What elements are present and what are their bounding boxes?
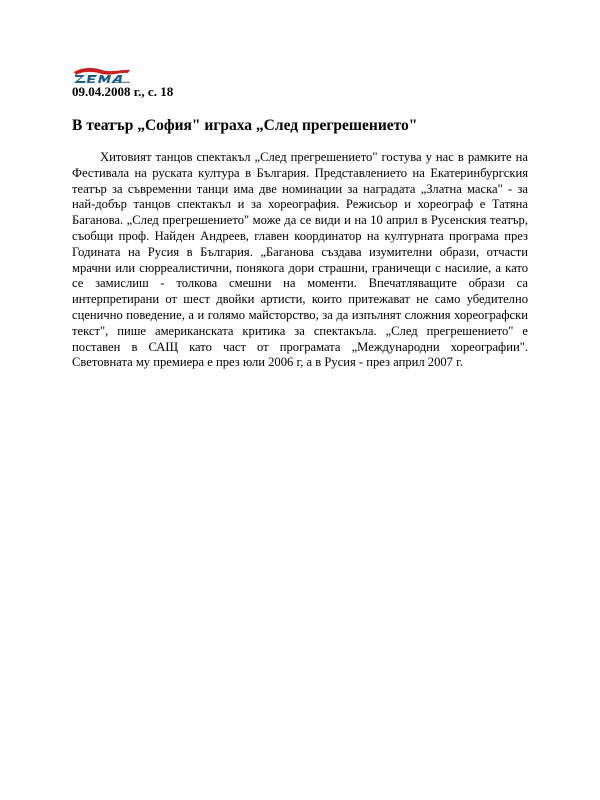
- article-body: [72, 150, 528, 371]
- article-paragraph: Хитовият танцов спектакъл „След прегрешението" гостува у нас в рамките на Фестивала на руската култура в България. Представлението на Екатеринбургския театър за съвременни танци има две номинации за наградата „Златна маска" - за най-добър танцов спектакъл и за хореография. Режисьор и хореограф е Татяна Баганова. „След прегрешението" може да се види и на 10 април в Русенския театър, съобщи проф. Найден Андреев, главен координатор на културната програма през Годината на Русия в България. „Баганова създава изумителни образи, отчасти мрачни или сюрреалистични, понякога дори страшни, граничещи с насилие, а като се замислиш - толкова смешни на моменти. Впечатляващите образи са интерпретирани от шест двойки артисти, които притежават не само убедително сценично поведение, а и голямо майсторство, за да изпълнят сложния хореографски текст", пише американската критика за спектакъла. „След прегрешението" е поставен в САЩ като част от програмата „Международни хореографии". Световната му премиера е през юли 2006 г, а в Русия - през април 2007 г.: [72, 150, 528, 370]
- article-title: В театър „София" играха „След прегрешението": [72, 117, 418, 134]
- publication-date-page: 09.04.2008 г., с. 18: [72, 84, 174, 99]
- newspaper-logo-icon: [72, 66, 132, 84]
